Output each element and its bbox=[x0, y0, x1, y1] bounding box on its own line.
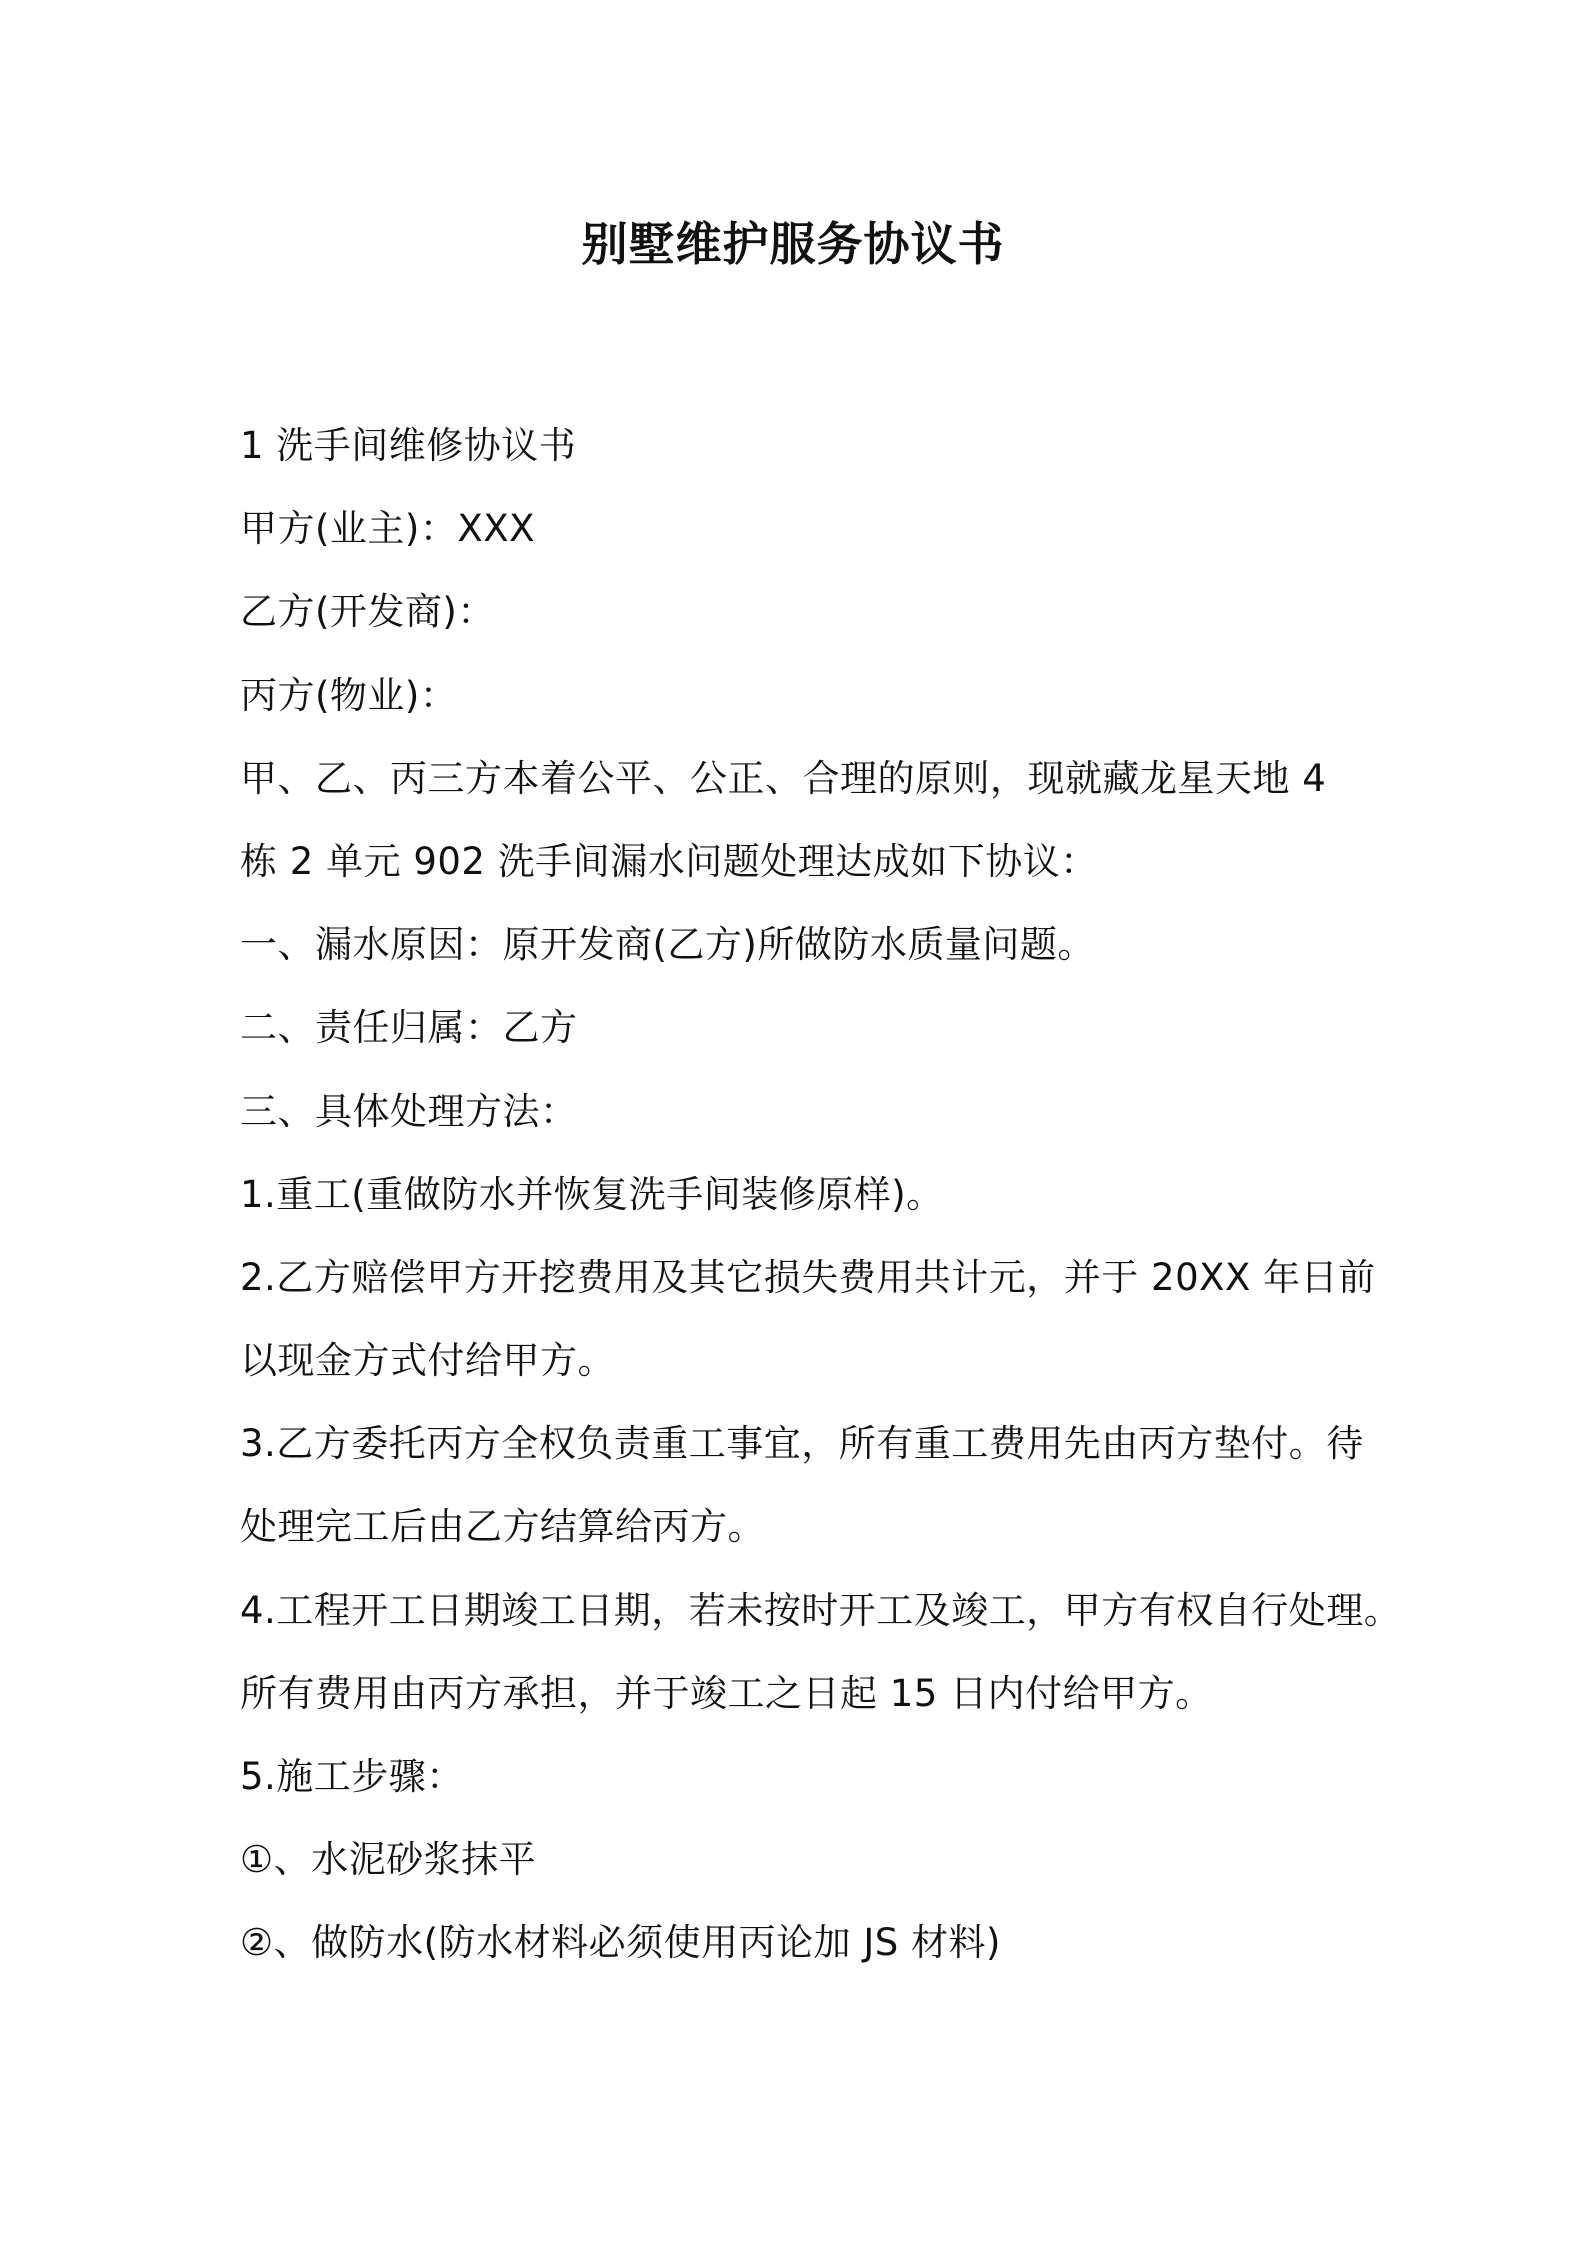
preamble-line-2: 栋 2 单元 902 洗手间漏水问题处理达成如下协议： bbox=[240, 839, 1098, 883]
section-heading: 1 洗手间维修协议书 bbox=[240, 424, 577, 467]
party-c-line: 丙方(物业)： bbox=[240, 673, 458, 717]
method-item-3-line-1: 3.乙方委托丙方全权负责重工事宜，所有重工费用先由丙方垫付。待 bbox=[240, 1422, 1364, 1466]
clause-leak-cause: 一、漏水原因：原开发商(乙方)所做防水质量问题。 bbox=[240, 923, 1095, 967]
party-a-line: 甲方(业主)：XXX bbox=[240, 507, 535, 551]
party-b-line: 乙方(开发商)： bbox=[240, 590, 495, 634]
method-item-5: 5.施工步骤： bbox=[240, 1755, 464, 1798]
preamble-line-1: 甲、乙、丙三方本着公平、公正、合理的原则，现就藏龙星天地 4 bbox=[240, 756, 1327, 800]
method-item-2-line-1: 2.乙方赔偿甲方开挖费用及其它损失费用共计元，并于 20XX 年日前 bbox=[240, 1255, 1376, 1299]
method-item-2-line-2: 以现金方式付给甲方。 bbox=[240, 1339, 615, 1383]
step-item-1: ①、水泥砂浆抹平 bbox=[240, 1838, 537, 1882]
clause-responsibility: 二、责任归属：乙方 bbox=[240, 1006, 578, 1050]
clause-handling-methods: 三、具体处理方法： bbox=[240, 1089, 578, 1133]
method-item-3-line-2: 处理完工后由乙方结算给丙方。 bbox=[240, 1505, 765, 1549]
step-item-2: ②、做防水(防水材料必须使用丙论加 JS 材料) bbox=[240, 1921, 1001, 1965]
document-body bbox=[240, 404, 1402, 1985]
method-item-4-line-1: 4.工程开工日期竣工日期，若未按时开工及竣工，甲方有权自行处理。 bbox=[240, 1588, 1402, 1632]
method-item-1: 1.重工(重做防水并恢复洗手间装修原样)。 bbox=[240, 1172, 944, 1216]
document-title: 别墅维护服务协议书 bbox=[581, 217, 1005, 271]
method-item-4-line-2: 所有费用由丙方承担，并于竣工之日起 15 日内付给甲方。 bbox=[240, 1671, 1213, 1715]
